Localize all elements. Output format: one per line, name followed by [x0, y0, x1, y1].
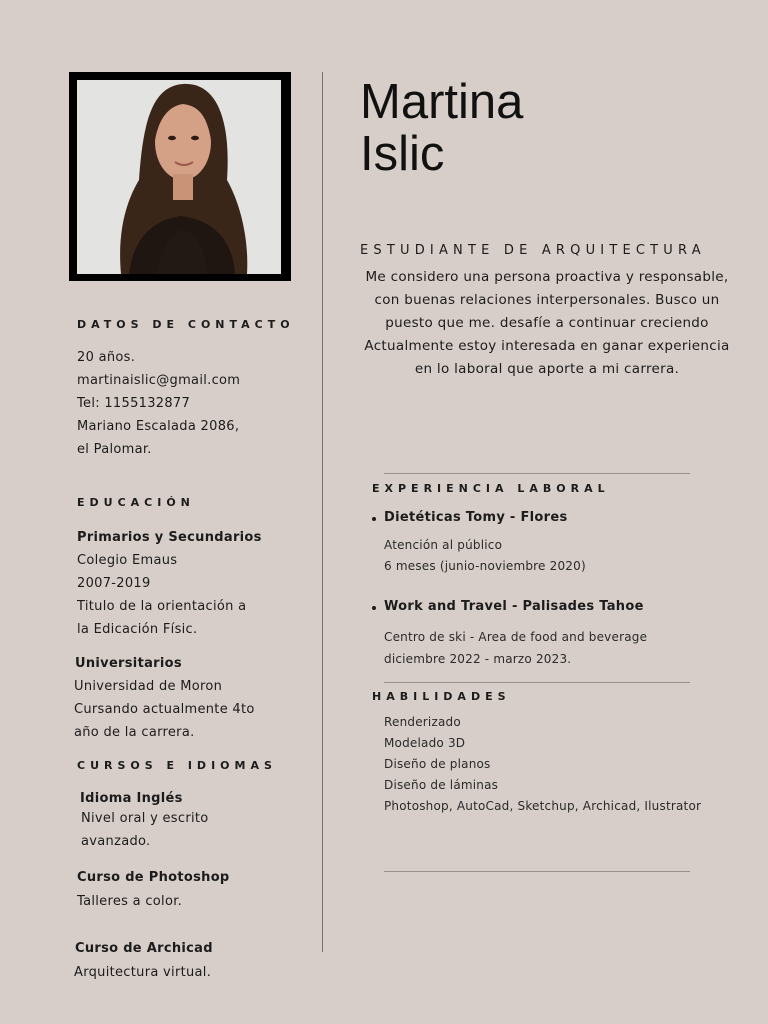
skills-heading: HABILIDADES: [372, 690, 511, 703]
contact-age: 20 años.: [77, 350, 136, 365]
course-line: avanzado.: [81, 834, 151, 849]
contact-address: Mariano Escalada 2086,: [77, 419, 240, 434]
contact-city: el Palomar.: [77, 442, 152, 457]
education-line: Titulo de la orientación a: [77, 599, 247, 614]
job-line: Centro de ski - Area de food and beverage: [384, 630, 648, 644]
course-photoshop-details: Talleres a color.: [77, 894, 183, 909]
summary-line: puesto que me. desafíe a continuar creciendo: [385, 315, 709, 331]
education-university-details: [74, 675, 255, 744]
section-divider: [384, 473, 690, 474]
education-line: año de la carrera.: [74, 725, 195, 740]
first-name: Martina: [360, 75, 524, 129]
education-line: Cursando actualmente 4to: [74, 702, 255, 717]
summary-line: en lo laboral que aporte a mi carrera.: [414, 361, 680, 377]
course-line: Nivel oral y escrito: [81, 811, 209, 826]
job-title: ESTUDIANTE DE ARQUITECTURA: [360, 243, 706, 258]
job1-title: Dietéticas Tomy - Flores: [384, 510, 568, 525]
job2-details: [384, 626, 647, 670]
course-archicad-title: Curso de Archicad: [75, 941, 213, 956]
portrait-illustration: [77, 80, 281, 274]
course-english-details: [81, 807, 209, 853]
course-archicad-details: Arquitectura virtual.: [74, 965, 212, 980]
skill-item: Photoshop, AutoCad, Sketchup, Archicad, Ilustrator: [384, 799, 702, 813]
education-line: 2007-2019: [77, 576, 151, 591]
education-line: Colegio Emaus: [77, 553, 178, 568]
profile-photo: [77, 80, 281, 274]
education-heading: EDUCACIÓN: [77, 496, 195, 509]
skill-item: Diseño de planos: [384, 757, 491, 771]
contact-heading: DATOS DE CONTACTO: [77, 318, 295, 331]
education-primary-title: Primarios y Secundarios: [77, 530, 262, 545]
job-line: Atención al público: [384, 538, 503, 552]
skill-item: Modelado 3D: [384, 736, 466, 750]
education-line: Universidad de Moron: [74, 679, 223, 694]
profile-summary: [340, 266, 754, 381]
contact-phone: Tel: 1155132877: [77, 396, 191, 411]
job-line: diciembre 2022 - marzo 2023.: [384, 652, 572, 666]
skill-item: Renderizado: [384, 715, 461, 729]
section-divider: [384, 682, 690, 683]
summary-line: Actualmente estoy interesada en ganar experiencia: [364, 338, 730, 354]
contact-details: [77, 346, 240, 461]
skills-list: [384, 712, 701, 817]
course-photoshop-title: Curso de Photoshop: [77, 870, 230, 885]
name-heading: [360, 76, 523, 180]
experience-heading: EXPERIENCIA LABORAL: [372, 482, 610, 495]
job-line: 6 meses (junio-noviembre 2020): [384, 559, 586, 573]
profile-photo-frame: [69, 72, 291, 281]
course-english-title: Idioma Inglés: [80, 791, 183, 806]
education-university-title: Universitarios: [75, 656, 182, 671]
contact-email: martinaislic@gmail.com: [77, 373, 241, 388]
last-name: Islic: [360, 127, 445, 181]
column-divider: [322, 72, 323, 952]
summary-line: con buenas relaciones interpersonales. Busco un: [374, 292, 720, 308]
courses-heading: CURSOS E IDIOMAS: [77, 759, 277, 772]
job1-details: [384, 535, 586, 577]
education-primary-details: [77, 549, 246, 641]
education-line: la Edicación Físic.: [77, 622, 198, 637]
section-divider: [384, 871, 690, 872]
job2-title: Work and Travel - Palisades Tahoe: [384, 599, 644, 614]
summary-line: Me considero una persona proactiva y responsable,: [365, 269, 729, 285]
skill-item: Diseño de láminas: [384, 778, 499, 792]
